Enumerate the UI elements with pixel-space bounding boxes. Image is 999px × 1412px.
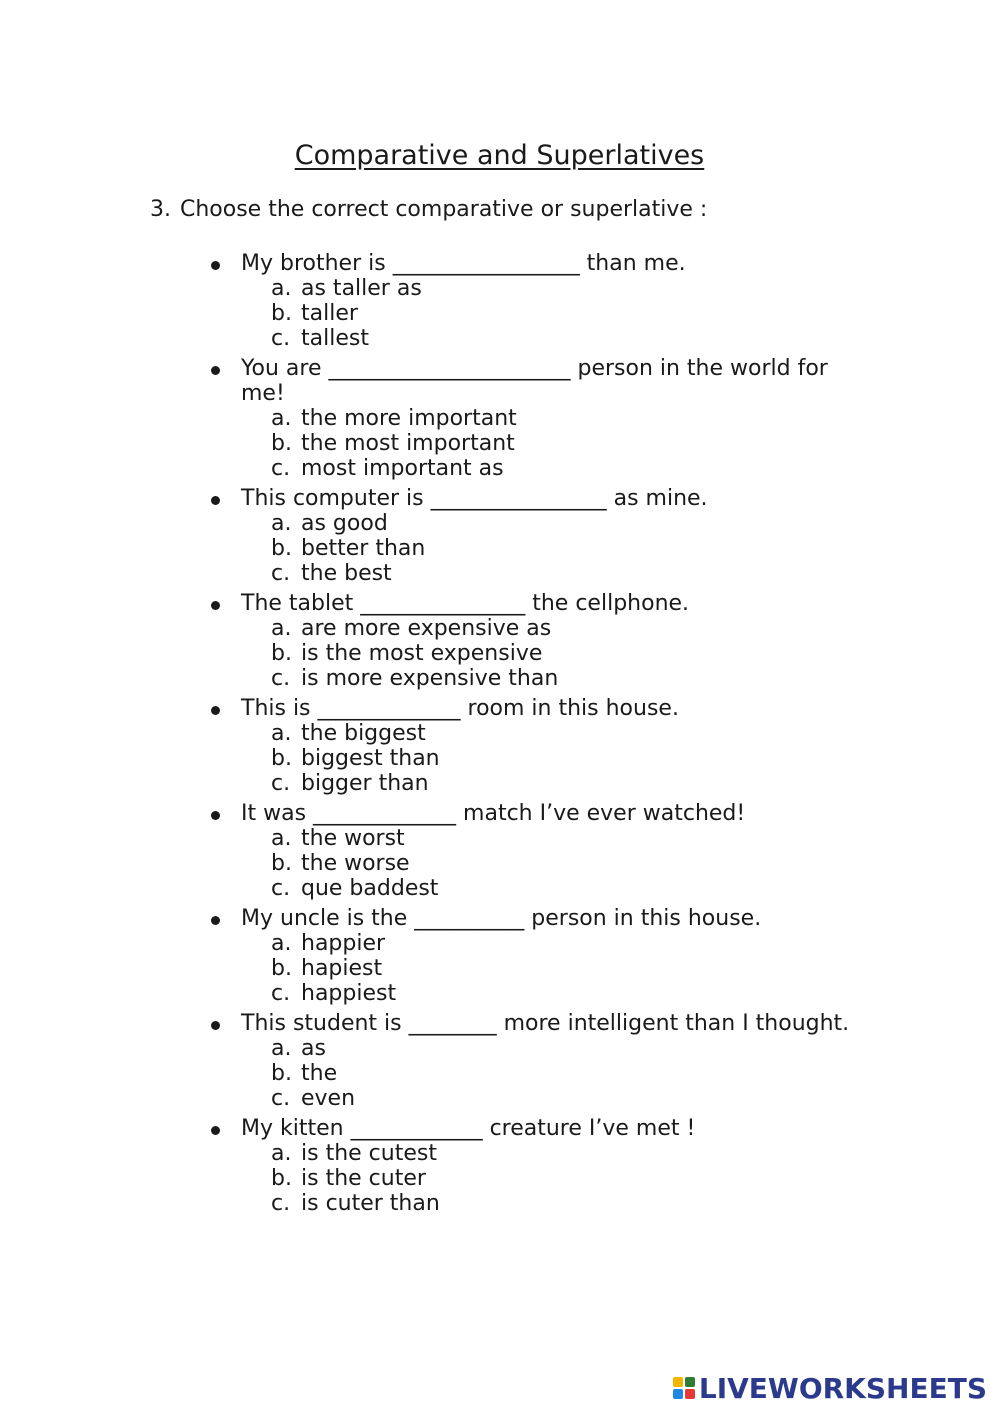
bullet-icon [211,496,220,505]
answer-option[interactable]: a. the worst [271,826,405,851]
question-item [211,251,861,351]
bullet-icon [211,261,220,270]
answer-option[interactable]: c. the best [271,561,392,586]
answer-option[interactable]: b. biggest than [271,746,440,771]
answer-option[interactable]: c. even [271,1086,356,1111]
answer-option[interactable]: c. tallest [271,326,369,351]
answer-option[interactable]: b. is the cuter [271,1166,426,1191]
page-title: Comparative and Superlatives [294,140,705,171]
liveworksheets-logo[interactable] [673,1372,987,1404]
question-item [211,356,861,481]
instruction [150,197,707,222]
answer-option[interactable]: a. as [271,1036,326,1061]
question-list [211,251,861,1221]
answer-option[interactable]: a. happier [271,931,386,956]
question-stem: This computer is ________________ as mine. [241,486,708,511]
answer-option[interactable]: b. the [271,1061,338,1086]
answer-option[interactable]: a. as good [271,511,388,536]
answer-option[interactable]: b. hapiest [271,956,383,981]
bullet-icon [211,916,220,925]
answer-option[interactable]: a. as taller as [271,276,422,301]
question-item [211,591,861,691]
question-item [211,1116,861,1216]
liveworksheets-logo-icon [673,1377,695,1399]
question-stem: My brother is _________________ than me. [241,251,686,276]
question-item [211,1011,861,1111]
bullet-icon [211,811,220,820]
answer-option[interactable]: c. is cuter than [271,1191,440,1216]
question-item [211,906,861,1006]
logo-tile [673,1377,683,1387]
question-item [211,801,861,901]
question-stem: You are ______________________ person in the world for me! [241,356,828,406]
answer-option[interactable]: a. the biggest [271,721,426,746]
answer-option[interactable]: b. better than [271,536,426,561]
answer-option[interactable]: a. are more expensive as [271,616,552,641]
question-item [211,696,861,796]
answer-option[interactable]: a. the more important [271,406,517,431]
answer-option[interactable]: a. is the cutest [271,1141,437,1166]
answer-option[interactable]: b. the most important [271,431,515,456]
instruction-text: Choose the correct comparative or superlative : [180,197,708,222]
answer-option[interactable]: b. is the most expensive [271,641,543,666]
question-stem: This is _____________ room in this house. [241,696,679,721]
answer-option[interactable]: c. is more expensive than [271,666,559,691]
bullet-icon [211,1126,220,1135]
bullet-icon [211,601,220,610]
answer-option[interactable]: c. bigger than [271,771,429,796]
answer-option[interactable]: c. most important as [271,456,504,481]
instruction-number: 3. [150,197,171,222]
logo-text: LIVEWORKSHEETS [698,1371,987,1405]
answer-option[interactable]: b. taller [271,301,358,326]
answer-option[interactable]: c. que baddest [271,876,439,901]
answer-option[interactable]: c. happiest [271,981,397,1006]
question-stem: My kitten ____________ creature I’ve met ! [241,1116,696,1141]
question-stem: This student is ________ more intelligent than I thought. [241,1011,850,1036]
bullet-icon [211,1021,220,1030]
question-item [211,486,861,586]
question-stem: It was _____________ match I’ve ever watched! [241,801,746,826]
logo-tile [685,1377,695,1387]
question-stem: My uncle is the __________ person in this house. [241,906,762,931]
bullet-icon [211,366,220,375]
question-stem: The tablet _______________ the cellphone. [241,591,690,616]
logo-tile [673,1389,683,1399]
answer-option[interactable]: b. the worse [271,851,410,876]
logo-tile [685,1389,695,1399]
bullet-icon [211,706,220,715]
